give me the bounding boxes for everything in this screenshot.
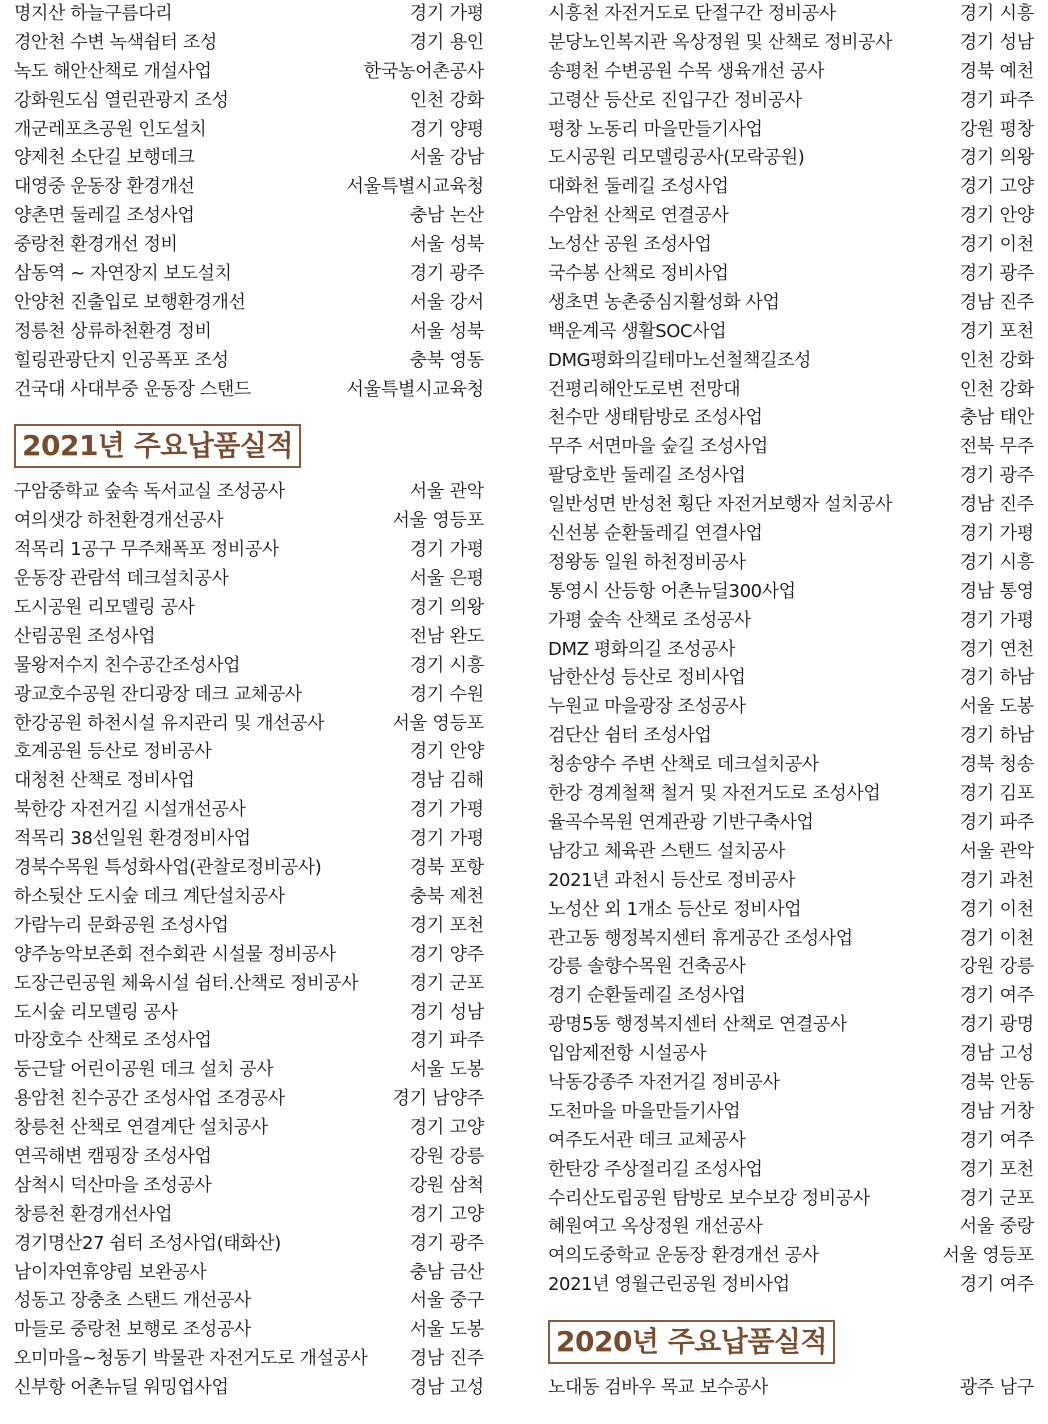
list-item <box>548 664 1034 693</box>
project-name: 생초면 농촌중심지활성화 사업 <box>548 291 780 313</box>
project-name: 일반성면 반성천 횡단 자전거보행자 설치공사 <box>548 494 893 516</box>
project-name: 2021년 영월근린공원 정비사업 <box>548 1274 790 1296</box>
project-location: 서울 영등포 <box>392 712 484 734</box>
list-item <box>548 982 1034 1011</box>
project-name: 마장호수 산책로 조성사업 <box>14 1030 212 1052</box>
list-item <box>14 767 484 796</box>
list-item <box>14 29 484 58</box>
project-name: 통영시 산등항 어촌뉴딜300사업 <box>548 580 796 602</box>
list-item <box>14 1201 484 1230</box>
list-item <box>14 116 484 145</box>
project-name: 운동장 관람석 데크설치공사 <box>14 568 229 590</box>
project-location: 서울 도봉 <box>409 1319 484 1341</box>
project-location: 인천 강화 <box>409 89 484 111</box>
project-name: 2021년 과천시 등산로 정비공사 <box>548 869 796 891</box>
list-item <box>548 838 1034 867</box>
project-name: 검단산 쉼터 조성사업 <box>548 725 712 747</box>
list-item <box>14 1085 484 1114</box>
list-item <box>14 478 484 507</box>
list-item <box>548 1185 1034 1214</box>
list-item <box>548 0 1034 29</box>
project-name: 수암천 산책로 연결공사 <box>548 205 729 227</box>
project-name: 명지산 하늘구름다리 <box>14 3 173 24</box>
project-location: 경기 광명 <box>959 1014 1034 1036</box>
list-item <box>548 318 1034 347</box>
project-location: 경기 안양 <box>409 741 484 763</box>
project-location: 경기 과천 <box>959 869 1034 891</box>
list-item <box>14 87 484 116</box>
list-item <box>548 347 1034 376</box>
list-item <box>548 867 1034 896</box>
list-item <box>14 738 484 767</box>
project-location: 전남 완도 <box>409 625 484 647</box>
list-item <box>548 202 1034 231</box>
project-name: 노대동 검바우 목교 보수공사 <box>548 1377 768 1399</box>
project-location: 서울특별시교육청 <box>346 176 484 198</box>
project-location: 경기 하남 <box>959 667 1034 689</box>
project-location: 경기 성남 <box>409 1001 484 1023</box>
list-item <box>548 520 1034 549</box>
project-location: 경기 고양 <box>959 176 1034 198</box>
project-location: 경기 여주 <box>959 1274 1034 1296</box>
project-location: 서울 관악 <box>409 481 484 503</box>
list-item <box>14 1230 484 1259</box>
list-item <box>14 289 484 318</box>
project-location: 경기 남양주 <box>392 1088 484 1110</box>
project-location: 경기 안양 <box>959 205 1034 227</box>
project-location: 경기 시흥 <box>959 3 1034 24</box>
project-location: 충남 금산 <box>409 1261 484 1283</box>
project-location: 경기 가평 <box>409 3 484 24</box>
project-location: 경기 가평 <box>409 799 484 821</box>
project-location: 경기 시흥 <box>959 551 1034 573</box>
list-item <box>548 809 1034 838</box>
project-name: 개군레포츠공원 인도설치 <box>14 118 207 140</box>
project-location: 서울특별시교육청 <box>346 378 484 400</box>
project-location: 서울 성북 <box>409 320 484 342</box>
project-location: 광주 남구 <box>959 1377 1034 1399</box>
list-item <box>548 925 1034 954</box>
list-item <box>548 58 1034 87</box>
project-name: 대영중 운동장 환경개선 <box>14 176 195 198</box>
list-item <box>548 896 1034 925</box>
project-name: 창릉천 산책로 연결계단 설치공사 <box>14 1117 268 1139</box>
list-item <box>14 594 484 623</box>
project-name: 건국대 사대부중 운동장 스탠드 <box>14 378 251 400</box>
project-name: 안양천 진출입로 보행환경개선 <box>14 291 246 313</box>
project-name: 율곡수목원 연계관광 기반구축사업 <box>548 811 814 833</box>
project-location: 경북 예천 <box>959 60 1034 82</box>
project-name: 노성산 외 1개소 등산로 정비사업 <box>548 898 802 920</box>
list-item <box>548 578 1034 607</box>
project-location: 경기 파주 <box>959 89 1034 111</box>
project-location: 서울 도봉 <box>409 1059 484 1081</box>
project-name: 혜원여고 옥상정원 개선공사 <box>548 1216 763 1238</box>
project-location: 경북 안동 <box>959 1071 1034 1093</box>
project-name: 산림공원 조성사업 <box>14 625 156 647</box>
project-location: 경기 파주 <box>959 811 1034 833</box>
project-name: 한탄강 주상절리길 조성사업 <box>548 1158 763 1180</box>
project-location: 서울 관악 <box>959 840 1034 862</box>
list-item <box>14 144 484 173</box>
project-name: 남이자연휴양림 보완공사 <box>14 1261 207 1283</box>
project-location: 경남 진주 <box>959 494 1034 516</box>
project-name: 적목리 38선일원 환경정비사업 <box>14 828 251 850</box>
project-location: 서울 성북 <box>409 234 484 256</box>
project-name: 경북수목원 특성화사업(관찰로정비공사) <box>14 857 322 879</box>
project-location: 경남 진주 <box>409 1348 484 1370</box>
project-name: 경기 순환둘레길 조성사업 <box>548 985 746 1007</box>
project-name: 국수봉 산책로 정비사업 <box>548 263 729 285</box>
project-location: 인천 강화 <box>959 349 1034 371</box>
section-heading-label: 2021년 주요납품실적 <box>14 424 301 468</box>
list-item <box>548 289 1034 318</box>
list-item <box>548 751 1034 780</box>
list-item <box>14 1345 484 1374</box>
project-location: 서울 영등포 <box>942 1245 1034 1267</box>
project-location: 경기 고양 <box>409 1203 484 1225</box>
list-item <box>14 202 484 231</box>
list-item <box>548 404 1034 433</box>
project-location: 경기 군포 <box>959 1187 1034 1209</box>
project-location: 서울 도봉 <box>959 696 1034 718</box>
list-item <box>14 652 484 681</box>
project-name: 마들로 중랑천 보행로 조성공사 <box>14 1319 251 1341</box>
project-location: 경남 고성 <box>959 1043 1034 1065</box>
list-item <box>548 1127 1034 1156</box>
project-name: 양촌면 둘레길 조성사업 <box>14 205 195 227</box>
project-name: 녹도 해안산책로 개설사업 <box>14 60 212 82</box>
list-item <box>548 1011 1034 1040</box>
project-location: 경기 포천 <box>959 320 1034 342</box>
project-name: 도천마을 마을만들기사업 <box>548 1100 741 1122</box>
project-location: 충남 논산 <box>409 205 484 227</box>
project-name: 용암천 친수공간 조성사업 조경공사 <box>14 1088 285 1110</box>
project-name: 여주도서관 데크 교체공사 <box>548 1129 746 1151</box>
list-item <box>14 58 484 87</box>
project-location: 경기 가평 <box>959 523 1034 545</box>
section-heading <box>14 404 484 478</box>
list-item <box>548 1213 1034 1242</box>
list-item <box>14 231 484 260</box>
project-name: 팔당호반 둘레길 조성사업 <box>548 465 746 487</box>
project-name: 남한산성 등산로 정비사업 <box>548 667 746 689</box>
project-location: 경남 통영 <box>959 580 1034 602</box>
project-location: 충북 영동 <box>409 349 484 371</box>
project-location: 경기 고양 <box>409 1117 484 1139</box>
project-name: 신선봉 순환둘레길 연결사업 <box>548 523 763 545</box>
project-name: 한강 경계철책 철거 및 자전거도로 조성사업 <box>548 783 881 805</box>
list-item <box>548 260 1034 289</box>
project-location: 경기 여주 <box>959 985 1034 1007</box>
project-location: 경기 이천 <box>959 234 1034 256</box>
list-item <box>548 953 1034 982</box>
list-item <box>14 1114 484 1143</box>
project-name: 오미마을~청동기 박물관 자전거도로 개설공사 <box>14 1348 368 1370</box>
project-name: 가람누리 문화공원 조성사업 <box>14 914 229 936</box>
project-location: 경기 포천 <box>409 914 484 936</box>
project-name: DMG평화의길테마노선철책길조성 <box>548 349 811 371</box>
list-item <box>548 433 1034 462</box>
project-location: 강원 삼척 <box>409 1174 484 1196</box>
right-column <box>548 0 1034 1403</box>
project-name: 대화천 둘레길 조성사업 <box>548 176 729 198</box>
project-name: 힐링관광단지 인공폭포 조성 <box>14 349 229 371</box>
project-location: 전북 무주 <box>959 436 1034 458</box>
project-name: 대청천 산책로 정비사업 <box>14 770 195 792</box>
project-name: 송평천 수변공원 수목 생육개선 공사 <box>548 60 825 82</box>
list-item <box>548 144 1034 173</box>
project-name: 하소뒷산 도시숲 데크 계단설치공사 <box>14 885 285 907</box>
project-name: 관고동 행정복지센터 휴게공간 조성사업 <box>548 927 853 949</box>
project-location: 경기 광주 <box>959 465 1034 487</box>
project-name: 입암제전항 시설공사 <box>548 1043 707 1065</box>
project-name: 양제천 소단길 보행데크 <box>14 147 195 169</box>
project-name: 가평 숲속 산책로 조성공사 <box>548 609 751 631</box>
project-location: 경기 포천 <box>959 1158 1034 1180</box>
list-item <box>548 491 1034 520</box>
project-name: 강릉 솔향수목원 건축공사 <box>548 956 746 978</box>
list-item <box>548 1271 1034 1300</box>
list-item <box>14 1143 484 1172</box>
project-name: 중랑천 환경개선 정비 <box>14 234 178 256</box>
project-name: 낙동강종주 자전거길 정비공사 <box>548 1071 780 1093</box>
project-location: 서울 중구 <box>409 1290 484 1312</box>
project-location: 경기 양평 <box>409 118 484 140</box>
project-location: 경기 광주 <box>409 1232 484 1254</box>
project-location: 강원 평창 <box>959 118 1034 140</box>
list-item <box>548 1040 1034 1069</box>
project-name: 광교호수공원 잔디광장 데크 교체공사 <box>14 683 302 705</box>
project-name: 창릉천 환경개선사업 <box>14 1203 173 1225</box>
left-column <box>14 0 484 1403</box>
list-item <box>548 1156 1034 1185</box>
list-item <box>548 462 1034 491</box>
list-item <box>548 87 1034 116</box>
list-item <box>14 883 484 912</box>
project-name: 도시공원 리모델링 공사 <box>14 597 195 619</box>
project-location: 경기 하남 <box>959 725 1034 747</box>
project-name: 도장근린공원 체육시설 쉼터.산책로 정비공사 <box>14 972 359 994</box>
project-location: 강원 강릉 <box>959 956 1034 978</box>
list-item <box>14 1316 484 1345</box>
project-name: 연곡해변 캠핑장 조성사업 <box>14 1145 212 1167</box>
list-item <box>14 347 484 376</box>
project-location: 서울 강서 <box>409 291 484 313</box>
project-name: 도시공원 리모델링공사(모락공원) <box>548 147 805 169</box>
list-item <box>14 318 484 347</box>
project-name: 성동고 장충초 스탠드 개선공사 <box>14 1290 251 1312</box>
project-location: 경기 양주 <box>409 943 484 965</box>
project-name: 누원교 마을광장 조성공사 <box>548 696 746 718</box>
project-location: 경기 이천 <box>959 898 1034 920</box>
list-item <box>14 1172 484 1201</box>
project-location: 인천 강화 <box>959 378 1034 400</box>
project-location: 경남 김해 <box>409 770 484 792</box>
project-name: 둥근달 어린이공원 데크 설치 공사 <box>14 1059 274 1081</box>
project-name: 여의샛강 하천환경개선공사 <box>14 510 224 532</box>
project-name: 물왕저수지 친수공간조성사업 <box>14 654 241 676</box>
project-name: 노성산 공원 조성사업 <box>548 234 712 256</box>
list-item <box>548 607 1034 636</box>
project-location: 경기 광주 <box>409 263 484 285</box>
project-name: 북한강 자전거길 시설개선공사 <box>14 799 246 821</box>
project-name: 남강고 체육관 스탠드 설치공사 <box>548 840 785 862</box>
project-location: 경기 이천 <box>959 927 1034 949</box>
list-item <box>14 970 484 999</box>
project-location: 서울 중랑 <box>959 1216 1034 1238</box>
project-name: 삼동역 ~ 자연장지 보도설치 <box>14 263 232 285</box>
project-location: 경남 고성 <box>409 1377 484 1399</box>
project-name: 고령산 등산로 진입구간 정비공사 <box>548 89 802 111</box>
list-item <box>548 1098 1034 1127</box>
list-item <box>14 0 484 29</box>
project-name: 호계공원 등산로 정비공사 <box>14 741 212 763</box>
project-name: 청송양수 주변 산책로 데크설치공사 <box>548 754 819 776</box>
project-location: 경기 연천 <box>959 638 1034 660</box>
project-location: 경기 용인 <box>409 31 484 53</box>
list-item <box>14 796 484 825</box>
project-name: 분당노인복지관 옥상정원 및 산책로 정비공사 <box>548 31 893 53</box>
list-item <box>14 173 484 202</box>
list-item <box>14 507 484 536</box>
project-name: DMZ 평화의길 조성공사 <box>548 638 736 660</box>
list-item <box>548 116 1034 145</box>
list-item <box>548 173 1034 202</box>
project-location: 경남 거창 <box>959 1100 1034 1122</box>
project-name: 삼척시 덕산마을 조성공사 <box>14 1174 212 1196</box>
project-location: 서울 영등포 <box>392 510 484 532</box>
project-name: 정릉천 상류하천환경 정비 <box>14 320 212 342</box>
project-name: 도시숲 리모델링 공사 <box>14 1001 178 1023</box>
project-name: 백운계곡 생활SOC사업 <box>548 320 727 342</box>
project-name: 경안천 수변 녹색쉼터 조성 <box>14 31 217 53</box>
project-name: 천수만 생태탐방로 조성사업 <box>548 407 763 429</box>
project-location: 경북 청송 <box>959 754 1034 776</box>
project-location: 경남 진주 <box>959 291 1034 313</box>
project-name: 시흥천 자전거도로 단절구간 정비공사 <box>548 3 836 24</box>
project-name: 강화원도심 열린관광지 조성 <box>14 89 229 111</box>
project-location: 경북 포항 <box>409 857 484 879</box>
list-item <box>14 1056 484 1085</box>
project-location: 경기 수원 <box>409 683 484 705</box>
project-location: 경기 의왕 <box>959 147 1034 169</box>
list-item <box>548 1069 1034 1098</box>
project-name: 구암중학교 숲속 독서교실 조성공사 <box>14 481 285 503</box>
project-location: 경기 광주 <box>959 263 1034 285</box>
project-location: 한국농어촌공사 <box>363 60 484 82</box>
project-location: 서울 은평 <box>409 568 484 590</box>
project-name: 무주 서면마을 숲길 조성사업 <box>548 436 768 458</box>
project-name: 정왕동 일원 하천정비공사 <box>548 551 746 573</box>
list-item <box>14 1287 484 1316</box>
list-item <box>548 636 1034 665</box>
list-item <box>548 1374 1034 1403</box>
list-item <box>14 941 484 970</box>
project-name: 건평리해안도로변 전망대 <box>548 378 741 400</box>
project-location: 경기 군포 <box>409 972 484 994</box>
project-name: 평창 노동리 마을만들기사업 <box>548 118 763 140</box>
list-item <box>14 681 484 710</box>
project-name: 신부항 어촌뉴딜 워밍업사업 <box>14 1377 229 1399</box>
project-name: 적목리 1공구 무주채폭포 정비공사 <box>14 539 279 561</box>
list-item <box>14 825 484 854</box>
list-item <box>14 1027 484 1056</box>
list-item <box>548 780 1034 809</box>
list-item <box>548 693 1034 722</box>
list-item <box>14 536 484 565</box>
list-item <box>14 854 484 883</box>
list-item <box>548 722 1034 751</box>
project-location: 경기 의왕 <box>409 597 484 619</box>
project-location: 경기 성남 <box>959 31 1034 53</box>
project-location: 경기 파주 <box>409 1030 484 1052</box>
list-item <box>548 549 1034 578</box>
project-name: 광명5동 행정복지센터 산책로 연결공사 <box>548 1014 847 1036</box>
project-name: 양주농악보존회 전수회관 시설물 정비공사 <box>14 943 336 965</box>
project-location: 경기 가평 <box>409 539 484 561</box>
section-heading-label: 2020년 주요납품실적 <box>548 1320 835 1364</box>
project-location: 충북 제천 <box>409 885 484 907</box>
project-location: 경기 시흥 <box>409 654 484 676</box>
list-item <box>548 1242 1034 1271</box>
list-item <box>14 1259 484 1288</box>
project-location: 경기 여주 <box>959 1129 1034 1151</box>
list-item <box>14 376 484 405</box>
section-heading <box>548 1300 1034 1374</box>
project-name: 한강공원 하천시설 유지관리 및 개선공사 <box>14 712 325 734</box>
list-item <box>548 29 1034 58</box>
list-item <box>14 710 484 739</box>
project-location: 경기 가평 <box>959 609 1034 631</box>
project-location: 충남 태안 <box>959 407 1034 429</box>
list-item <box>14 912 484 941</box>
project-location: 경기 가평 <box>409 828 484 850</box>
list-item <box>548 231 1034 260</box>
list-item <box>14 260 484 289</box>
list-item <box>548 376 1034 405</box>
list-item <box>14 623 484 652</box>
project-name: 수리산도립공원 탐방로 보수보강 정비공사 <box>548 1187 870 1209</box>
project-name: 경기명산27 쉼터 조성사업(태화산) <box>14 1232 281 1254</box>
project-location: 서울 강남 <box>409 147 484 169</box>
project-location: 강원 강릉 <box>409 1145 484 1167</box>
list-item <box>14 999 484 1028</box>
list-item <box>14 565 484 594</box>
project-location: 경기 김포 <box>959 783 1034 805</box>
list-item <box>14 1374 484 1403</box>
project-name: 여의도중학교 운동장 환경개선 공사 <box>548 1245 819 1267</box>
